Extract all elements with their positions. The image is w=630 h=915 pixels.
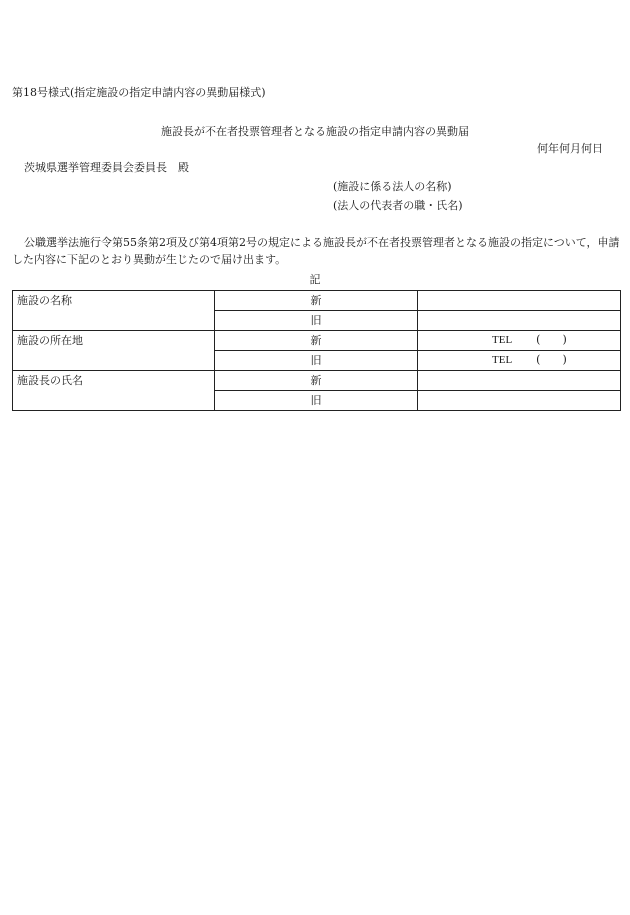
facility-name-old-field[interactable] [418,311,621,331]
new-label: 新 [215,371,418,391]
document-title: 施設長が不在者投票管理者となる施設の指定申請内容の異動届 [161,125,469,138]
paren-close: ) [562,353,567,367]
facility-address-new-field[interactable] [418,331,621,351]
table-row [13,331,621,351]
change-notice-table [12,290,621,411]
row-label-director-name: 施設長の氏名 [13,371,215,411]
table-row [13,291,621,311]
new-label: 新 [215,291,418,311]
old-label: 旧 [215,351,418,371]
corporation-name-label: (施設に係る法人の名称) [333,180,452,193]
row-label-facility-name: 施設の名称 [13,291,215,331]
new-label: 新 [215,331,418,351]
facility-address-old-field[interactable] [418,351,621,371]
paren-open: ( [536,353,541,367]
addressee: 茨城県選挙管理委員会委員長 殿 [24,161,189,174]
old-label: 旧 [215,311,418,331]
tel-paren [536,352,567,367]
director-name-new-field[interactable] [418,371,621,391]
tel-label: TEL [492,334,513,347]
tel-paren [536,332,567,347]
table-row [13,371,621,391]
paren-open: ( [536,333,541,347]
representative-name-label: (法人の代表者の職・氏名) [333,199,463,212]
paren-close: ) [562,333,567,347]
facility-name-new-field[interactable] [418,291,621,311]
document-date: 何年何月何日 [537,142,603,155]
row-label-facility-address: 施設の所在地 [13,331,215,371]
ki-heading: 記 [309,273,321,286]
tel-label: TEL [492,354,513,367]
old-label: 旧 [215,391,418,411]
director-name-old-field[interactable] [418,391,621,411]
body-text: 公職選挙法施行令第55条第2項及び第4項第2号の規定による施設長が不在者投票管理者となる施設の指定について，申請した内容に下記のとおり異動が生じたので届け出ます。 [12,236,620,267]
form-number: 第18号様式(指定施設の指定申請内容の異動届様式) [12,86,266,99]
